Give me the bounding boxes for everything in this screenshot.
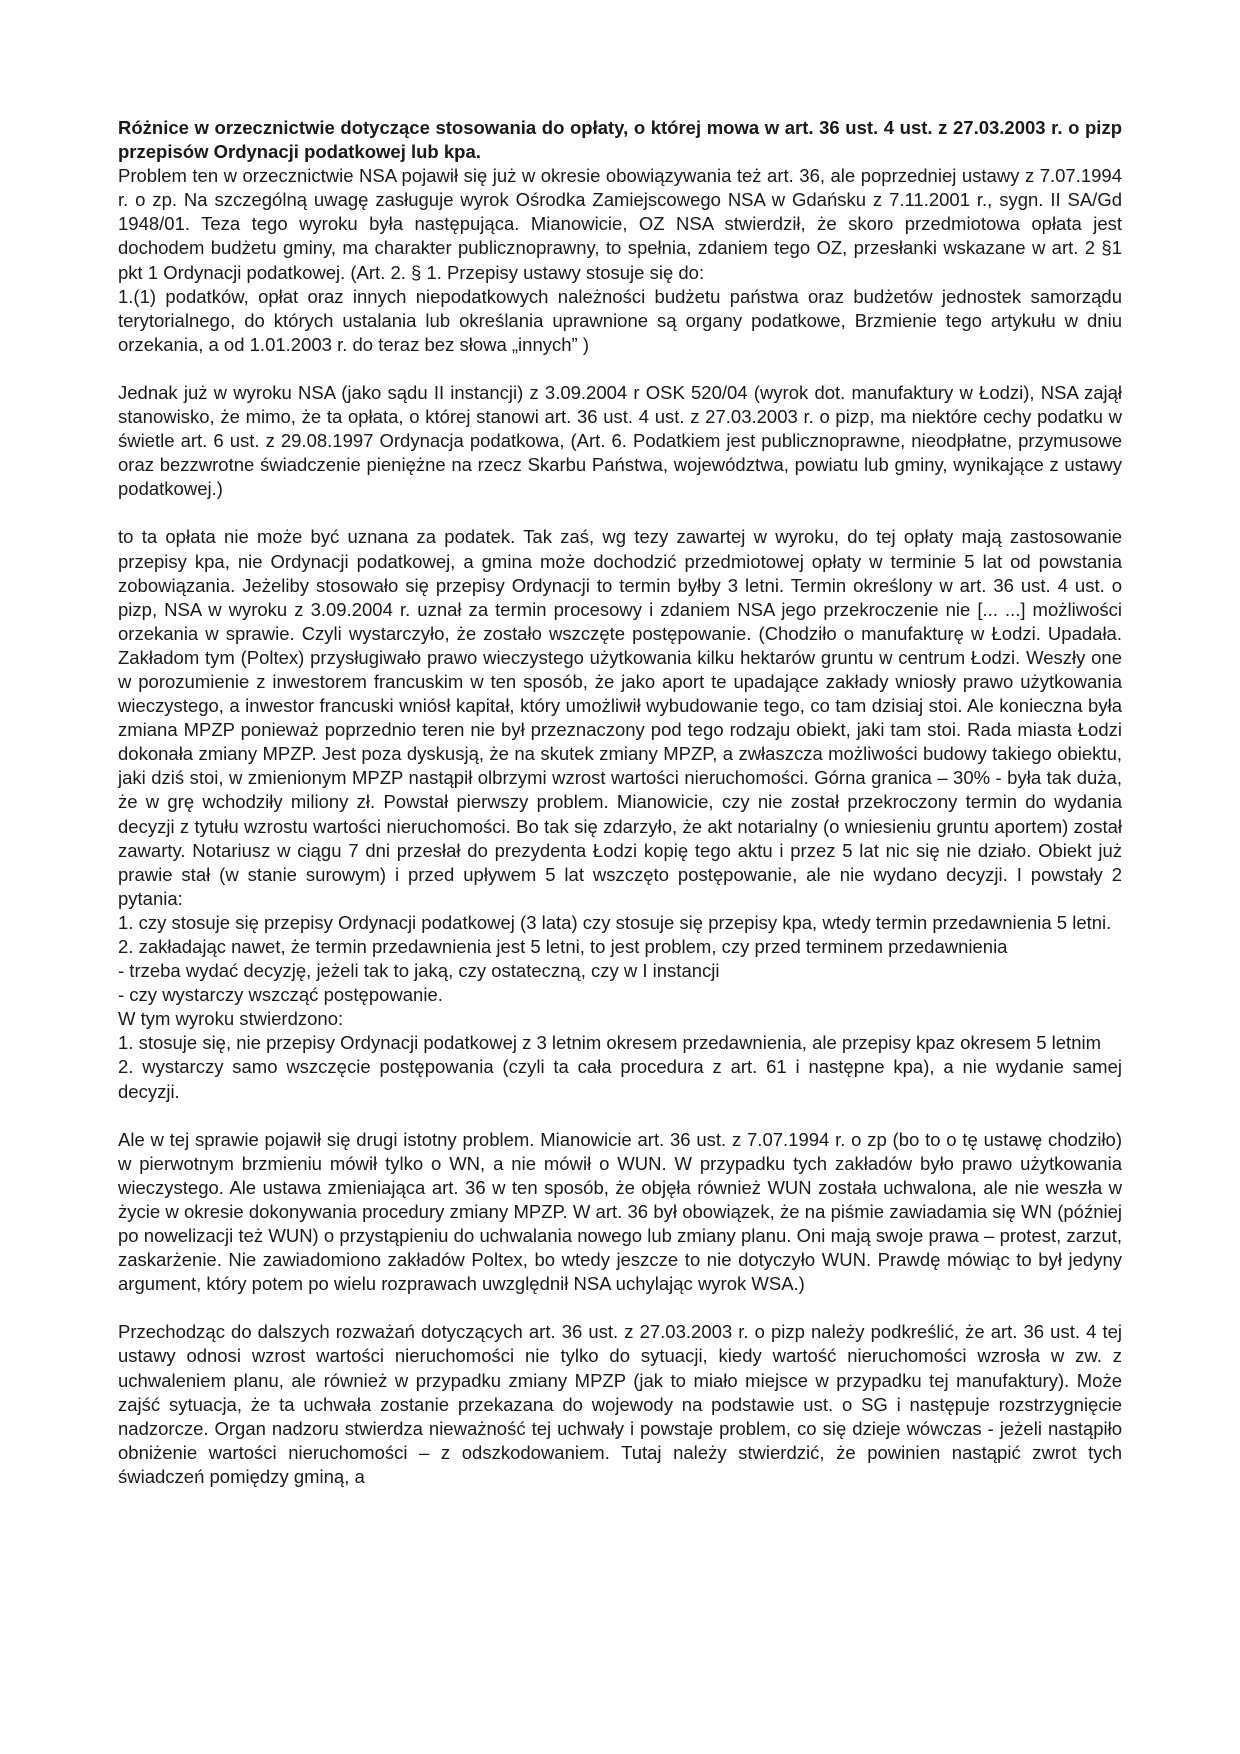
document-title: Różnice w orzecznictwie dotyczące stosowania do opłaty, o której mowa w art. 36 ust. 4 ust. z 27.03.2003 r. o pizp przepisów Ordynacji podatkowej lub kpa. — [118, 117, 1122, 163]
paragraph: 1.(1) podatków, opłat oraz innych niepodatkowych należności budżetu państwa oraz budżetów jednostek samorządu terytorialnego, do których ustalania lub określania uprawnione są organy podatkowe, Brzmienie tego artykułu w dniu orzekania, a od 1.01.2003 r. do teraz bez słowa „innych” ) — [118, 285, 1122, 355]
paragraph: to ta opłata nie może być uznana za podatek. Tak zaś, wg tezy zawartej w wyroku, do tej opłaty mają zastosowanie przepisy kpa, nie Ordynacji podatkowej, a gmina może dochodzić przedmiotowej opłaty w terminie 5 lat od powstania zobowiązania. Jeżeliby stosowało się przepisy Ordynacji to termin byłby 3 letni. Termin określony w art. 36 ust. 4 ust. o pizp, NSA w wyroku z 3.09.2004 r. uznał za termin procesowy i zdaniem NSA jego przekroczenie nie [... ...] możliwości orzekania w sprawie. Czyli wystarczyło, że zostało wszczęte postępowanie. (Chodziło o manufakturę w Łodzi. Upadała. Zakładom tym (Poltex) przysługiwało prawo wieczystego użytkowania kilku hektarów gruntu w centrum Łodzi. Weszły one w porozumienie z inwestorem francuskim w ten sposób, że jako aport te upadające zakłady wniosły prawo użytkowania wieczystego, a inwestor francuski wniósł kapitał, który umożliwił wybudowanie tego, co tam dzisiaj stoi. Ale konieczna była zmiana MPZP ponieważ poprzednio teren nie był przeznaczony pod tego rodzaju obiekt, jaki tam stoi. Rada miasta Łodzi dokonała zmiany MPZP. Jest poza dyskusją, że na skutek zmiany MPZP, a zwłaszcza możliwości budowy takiego obiektu, jaki dziś stoi, w zmienionym MPZP nastąpił olbrzymi wzrost wartości nieruchomości. Górna granica – 30% - była tak duża, że w grę wchodziły miliony zł. Powstał pierwszy problem. Mianowicie, czy nie został przekroczony termin do wydania decyzji z tytułu wzrostu wartości nieruchomości. Bo tak się zdarzyło, że akt notarialny (o wniesieniu gruntu aportem) został zawarty. Notariusz w ciągu 7 dni przesłał do prezydenta Łodzi kopię tego aktu i przez 5 lat nic się nie działo. Obiekt już prawie stał (w stanie surowym) i przed upływem 5 lat wszczęto postępowanie, ale nie wydano decyzji. I powstały 2 pytania: — [118, 526, 1122, 909]
paragraph-gap — [118, 357, 1122, 381]
list-item: 1. czy stosuje się przepisy Ordynacji podatkowej (3 lata) czy stosuje się przepisy kpa, wtedy termin przedawnienia 5 letni. — [118, 911, 1112, 933]
list-item: 1. stosuje się, nie przepisy Ordynacji podatkowej z 3 letnim okresem przedawnienia, ale przepisy kpaz okresem 5 letnim — [118, 1032, 1102, 1054]
paragraph-gap — [118, 1104, 1122, 1128]
paragraph: Jednak już w wyroku NSA (jako sądu II instancji) z 3.09.2004 r OSK 520/04 (wyrok dot. manufaktury w Łodzi), NSA zajął stanowisko, że mimo, że ta opłata, o której stanowi art. 36 ust. 4 ust. z 27.03.2003 r. o pizp, ma niektóre cechy podatku w świetle art. 6 ust. z 29.08.1997 Ordynacja podatkowa, (Art. 6. Podatkiem jest publicznoprawne, nieodpłatne, przymusowe oraz bezzwrotne świadczenie pieniężne na rzecz Skarbu Państwa, województwa, powiatu lub gminy, wynikające z ustawy podatkowej.) — [118, 381, 1122, 500]
list-item: - czy wystarczy wszcząć postępowanie. — [118, 984, 443, 1006]
paragraph: Ale w tej sprawie pojawił się drugi istotny problem. Mianowicie art. 36 ust. z 7.07.1994 r. o zp (bo to o tę ustawę chodziło) w pierwotnym brzmieniu mówił tylko o WN, a nie mówił o WUN. W przypadku tych zakładów było prawo użytkowania wieczystego. Ale ustawa zmieniająca art. 36 w ten sposób, że objęła również WUN została uchwalona, ale nie weszła w życie w okresie dokonywania procedury zmiany MPZP. W art. 36 był obowiązek, że na piśmie zawiadamia się WN (później po nowelizacji też WUN) o przystąpieniu do uchwalania nowego lub zmiany planu. Oni mają swoje prawa – protest, zarzut, zaskarżenie. Nie zawiadomiono zakładów Poltex, bo wtedy jeszcze to nie dotyczyło WUN. Prawdę mówiąc to był jedyny argument, który potem po wielu rozprawach uwzględnił NSA uchylając wyrok WSA.) — [118, 1128, 1122, 1295]
paragraph: W tym wyroku stwierdzono: — [118, 1008, 344, 1030]
list-item: 2. zakładając nawet, że termin przedawnienia jest 5 letni, to jest problem, czy przed terminem przedawnienia — [118, 936, 1008, 957]
list-item: - trzeba wydać decyzję, jeżeli tak to jaką, czy ostateczną, czy w I instancji — [118, 960, 720, 982]
paragraph: Problem ten w orzecznictwie NSA pojawił się już w okresie obowiązywania też art. 36, ale poprzedniej ustawy z 7.07.1994 r. o zp. Na szczególną uwagę zasługuje wyrok Ośrodka Zamiejscowego NSA w Gdańsku z 7.11.2001 r., sygn. II SA/Gd 1948/01. Teza tego wyroku była następująca. Mianowicie, OZ NSA stwierdził, że skoro przedmiotowa opłata jest dochodem budżetu gminy, ma charakter publicznoprawny, to spełnia, zdaniem tego OZ, przesłanki wskazane w art. 2 §1 pkt 1 Ordynacji podatkowej. (Art. 2. § 1. Przepisy ustawy stosuje się do: — [118, 165, 1122, 283]
list-item: 2. wystarczy samo wszczęcie postępowania (czyli ta cała procedura z art. 61 i następne kpa), a nie wydanie samej decyzji. — [118, 1056, 1122, 1102]
paragraph-gap — [118, 1296, 1122, 1320]
paragraph: Przechodząc do dalszych rozważań dotyczących art. 36 ust. z 27.03.2003 r. o pizp należy podkreślić, że art. 36 ust. 4 tej ustawy odnosi wzrost wartości nieruchomości nie tylko do sytuacji, kiedy wartość nieruchomości wzrosła w zw. z uchwaleniem planu, ale również w przypadku zmiany MPZP (jak to miało miejsce w przypadku tej manufaktury). Może zajść sytuacja, że ta uchwała zostanie przekazana do wojewody na podstawie ust. o SG i następuje rozstrzygnięcie nadzorcze. Organ nadzoru stwierdza nieważność tej uchwały i powstaje problem, co się dzieje wówczas - jeżeli nastąpiło obniżenie wartości nieruchomości – z odszkodowaniem. Tutaj należy stwierdzić, że powinien nastąpić zwrot tych świadczeń pomiędzy gminą, a — [118, 1321, 1122, 1487]
paragraph-gap — [118, 501, 1122, 525]
